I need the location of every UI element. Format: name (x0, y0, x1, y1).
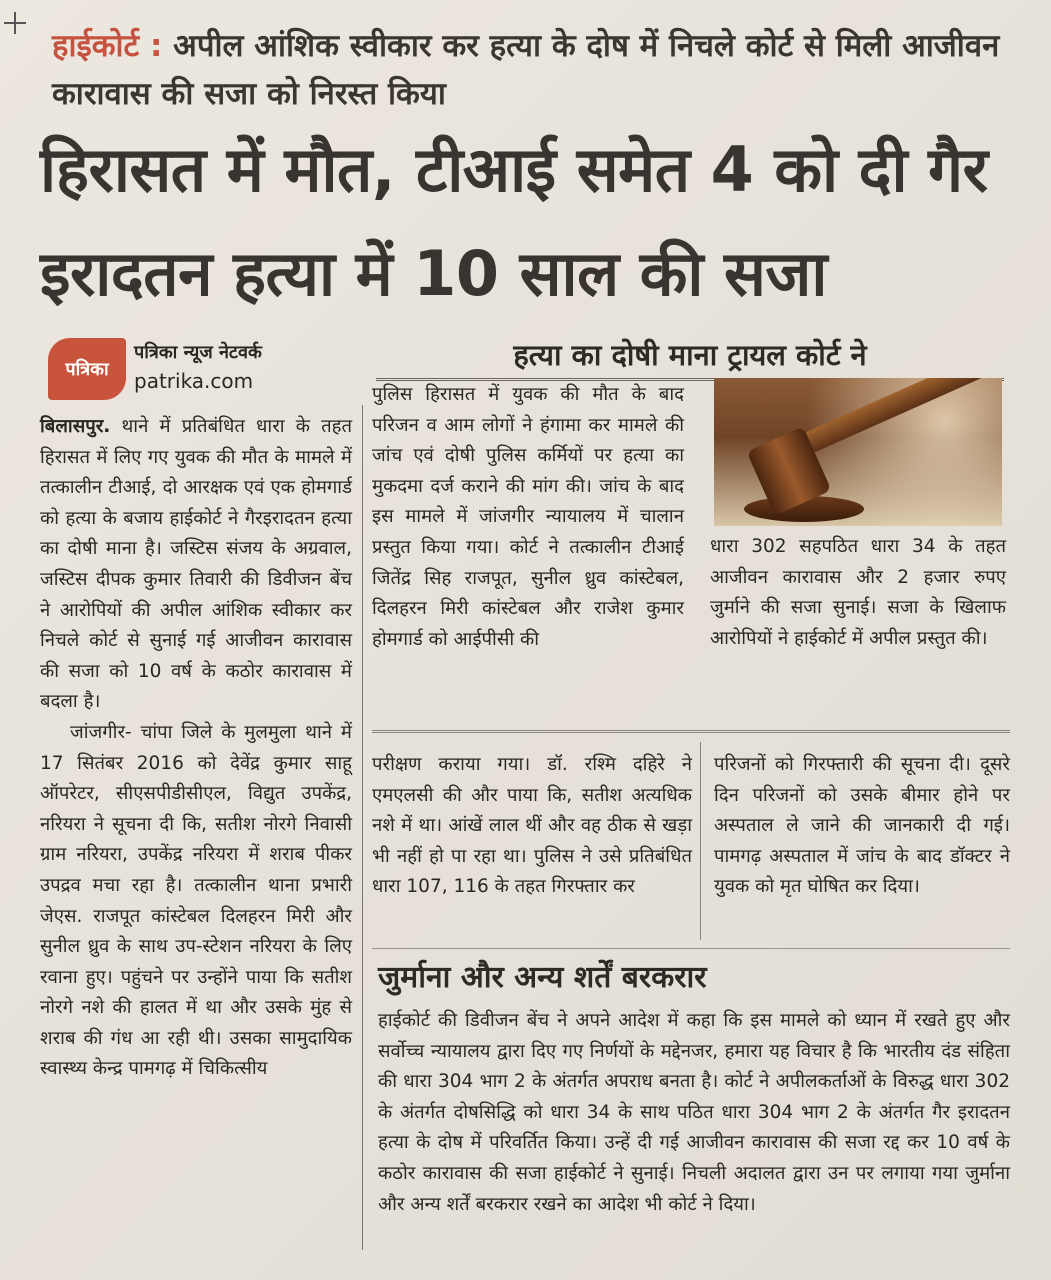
paragraph: पुलिस हिरासत में युवक की मौत के बाद परिजन व आम लोगों ने हंगामा कर मामले की जांच एवं दोषी पुलिस कर्मियों पर हत्या का मुकदमा दर्ज कराने की मांग की। जांच के बाद इस मामले में जांजगीर न्यायालय में चालान प्रस्तुत किया गया। कोर्ट ने तत्कालीन टीआई जितेंद्र सिह राजपूत, सुनील ध्रुव कांस्टेबल, दिलहरन मिरी कांस्टेबल और राजेश कुमार होमगार्ड को आईपीसी की (372, 384, 684, 650)
paragraph: परीक्षण कराया गया। डॉ. रश्मि दहिरे ने एमएलसी की और पाया कि, सतीश अत्यधिक नशे में था। आंखें लाल थीं और वह ठीक से खड़ा भी नहीं हो पा रहा था। पुलिस ने उसे प्रतिबंधित धारा 107, 116 के तहत गिरफ्तार कर (372, 754, 692, 898)
kicker-text: अपील आंशिक स्वीकार कर हत्या के दोष में निचले कोर्ट से मिली आजीवन कारावास की सजा को निरस्त किया (52, 28, 1000, 112)
crop-mark-icon (4, 12, 26, 34)
paragraph: परिजनों को गिरफ्तारी की सूचना दी। दूसरे दिन परिजनों को उसके बीमार होने पर अस्पताल ले जाने की जानकारी दी गई। पामगढ़ अस्पताल में जांच के बाद डॉक्टर ने युवक को मृत घोषित कर दिया। (714, 754, 1010, 898)
subhead-fine: जुर्माना और अन्य शर्तें बरकरार (378, 960, 707, 995)
section-divider (372, 948, 1010, 949)
kicker (52, 22, 1012, 118)
article-wide-section (378, 1006, 1010, 1220)
patrika-logo: पत्रिका (48, 338, 126, 400)
article-column-3-lower (714, 750, 1010, 903)
kicker-tag: हाईकोर्ट : (52, 28, 163, 64)
paragraph: हाईकोर्ट की डिवीजन बेंच ने अपने आदेश में कहा कि इस मामले को ध्यान में रखते हुए और सर्वोच्च न्यायालय द्वारा दिए गए निर्णयों के मद्देनजर, हमारा यह विचार है कि भारतीय दंड संहिता की धारा 304 भाग 2 के अंतर्गत अपराध बनता है। कोर्ट ने अपीलकर्ताओं के विरुद्ध धारा 302 के अंतर्गत दोषसिद्धि को धारा 34 के साथ पठित धारा 304 भाग 2 के अंतर्गत गैर इरादतन हत्या के दोष में परिवर्तित किया। उन्हें दी गई आजीवन कारावास की सजा रद्द कर 10 वर्ष के कठोर कारावास की सजा हाईकोर्ट ने सुनाई। निचली अदालत द्वारा उन पर लगाया गया जुर्माना और अन्य शर्तें बरकरार रखने का आदेश भी कोर्ट ने दिया। (378, 1010, 1010, 1215)
column-divider (362, 405, 363, 1250)
paragraph: धारा 302 सहपठित धारा 34 के तहत आजीवन कारावास और 2 हजार रुपए जुर्माने की सजा सुनाई। सजा के खिलाफ आरोपियों ने हाईकोर्ट में अपील प्रस्तुत की। (710, 536, 1006, 649)
paragraph: जांजगीर- चांपा जिले के मुलमुला थाने में 17 सितंबर 2016 को देवेंद्र कुमार साहू ऑपरेटर, सीएसपीडीसीएल, विद्युत उपकेंद्र, नरियरा ने सूचना दी कि, सतीश नोरगे निवासी ग्राम नरियरा, उपकेंद्र नरियरा में शराब पीकर उपद्रव मचा रहा है। तत्कालीन थाना प्रभारी जेएस. राजपूत कांस्टेबल दिलहरन मिरी और सुनील ध्रुव के साथ उप-स्टेशन नरियरा के लिए रवाना हुए। पहुंचने पर उन्होंने पाया कि सतीश नोरगे नशे की हालत में था और उसके मुंह से शराब की गंध आ रही थी। उसका सामुदायिक स्वास्थ्य केन्द्र पामगढ़ में चिकित्सीय (40, 721, 352, 1080)
headline: हिरासत में मौत, टीआई समेत 4 को दी गैर इरादतन हत्या में 10 साल की सजा (40, 133, 988, 310)
paragraph: थाने में प्रतिबंधित धारा के तहत हिरासत में लिए गए युवक की मौत के मामले में तत्कालीन टीआई, दो आरक्षक एवं एक होमगार्ड को हत्या के बजाय हाईकोर्ट ने गैरइरादतन हत्या का दोषी माना है। जस्टिस संजय के अग्रवाल, जस्टिस दीपक कुमार तिवारी की डिवीजन बेंच ने आरोपियों की अपील आंशिक स्वीकार कर निचले कोर्ट से सुनाई गई आजीवन कारावास की सजा को 10 वर्ष के कठोर कारावास में बदला है। (40, 416, 353, 713)
dateline: बिलासपुर. (40, 416, 111, 437)
gavel-photo (714, 378, 1002, 526)
column-divider (700, 742, 701, 940)
byline-network: पत्रिका न्यूज नेटवर्क (134, 342, 262, 363)
article-column-1 (40, 412, 352, 1085)
section-divider (372, 730, 1010, 733)
article-column-2-lower (372, 750, 692, 903)
article-column-3 (710, 532, 1006, 654)
subhead-trial: हत्या का दोषी माना ट्रायल कोर्ट ने (376, 334, 1004, 381)
article-column-2 (372, 380, 684, 655)
byline-site: patrika.com (134, 369, 254, 393)
byline (134, 340, 364, 396)
